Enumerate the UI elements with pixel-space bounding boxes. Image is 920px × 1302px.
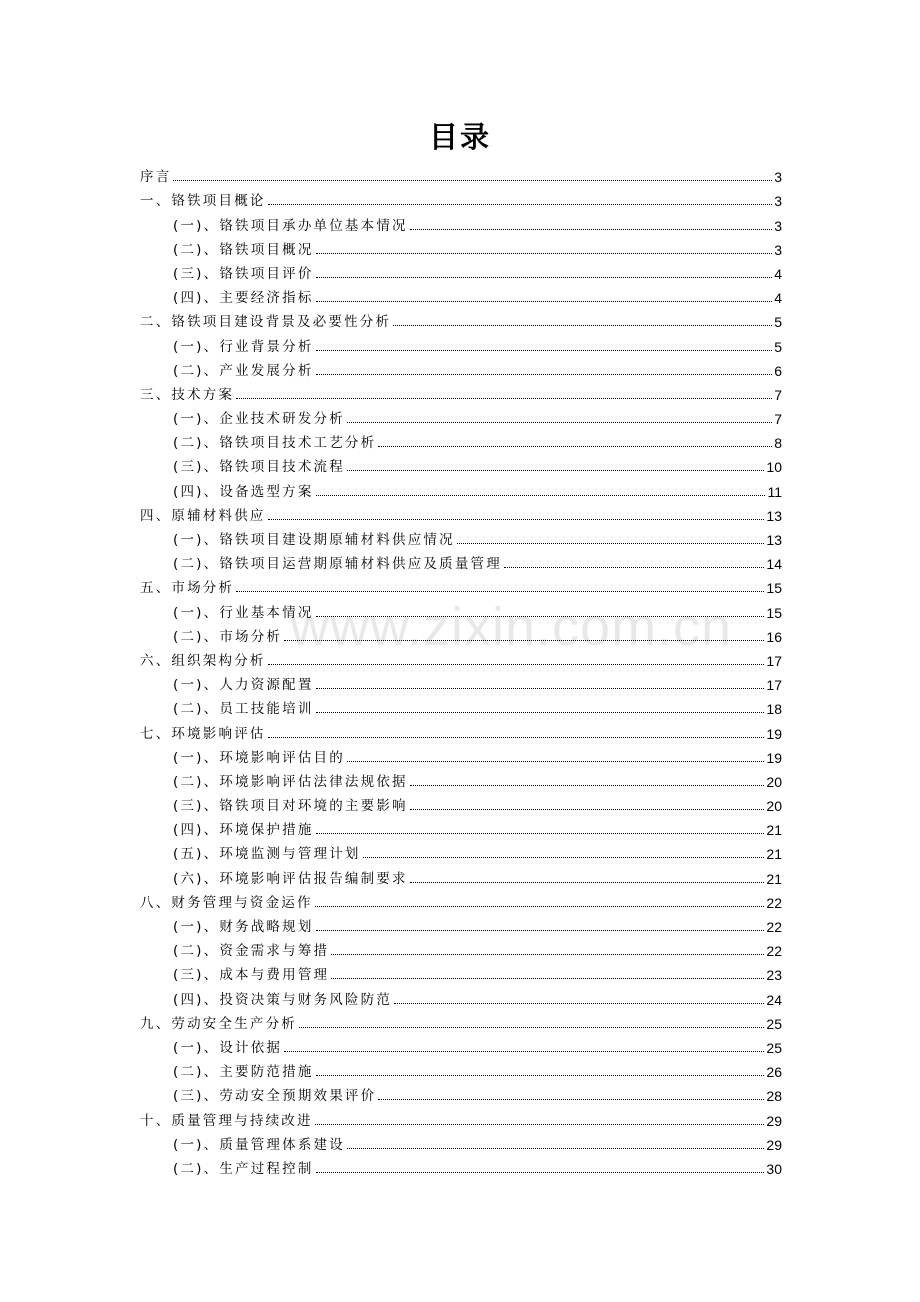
- toc-page-number: 16: [766, 628, 782, 645]
- toc-page-number: 15: [766, 580, 782, 597]
- watermark: www.zixin.com.cn: [290, 597, 733, 657]
- toc-page-number: 5: [774, 338, 782, 355]
- toc-entry[interactable]: [140, 185, 782, 209]
- toc-entry-label: (二)、环境影响评估法律法规依据: [173, 773, 408, 790]
- toc-subentry[interactable]: [140, 693, 782, 717]
- toc-page-number: 20: [766, 798, 782, 815]
- toc-entry-label: (四)、环境保护措施: [173, 822, 314, 839]
- dot-leader: [236, 397, 772, 399]
- toc-entry[interactable]: [140, 572, 782, 596]
- toc-page-number: 7: [774, 386, 782, 403]
- toc-entry-label: 二、铬铁项目建设背景及必要性分析: [140, 314, 392, 331]
- toc-entry-label: 三、技术方案: [140, 386, 235, 403]
- dot-leader: [410, 881, 765, 883]
- toc-entry-label: 五、市场分析: [140, 580, 235, 597]
- toc-entry-label: (四)、主要经济指标: [173, 290, 314, 307]
- toc-page-number: 3: [774, 217, 782, 234]
- toc-page-number: 17: [766, 652, 782, 669]
- toc-page-number: 17: [766, 677, 782, 694]
- toc-subentry[interactable]: [140, 234, 782, 258]
- dot-leader: [410, 228, 772, 230]
- dot-leader: [268, 518, 765, 520]
- toc-subentry[interactable]: [140, 766, 782, 790]
- dot-leader: [331, 953, 764, 955]
- toc-subentry[interactable]: [140, 1129, 782, 1153]
- toc-page-number: 5: [774, 314, 782, 331]
- toc-page-number: 3: [774, 193, 782, 210]
- toc-subentry[interactable]: [140, 451, 782, 475]
- toc-entry-label: (一)、企业技术研发分析: [173, 411, 345, 428]
- toc-subentry[interactable]: [140, 1056, 782, 1080]
- toc-entry-label: 七、环境影响评估: [140, 725, 266, 742]
- toc-page-number: 28: [766, 1088, 782, 1105]
- toc-page-number: 14: [766, 556, 782, 573]
- dot-leader: [347, 1147, 764, 1149]
- toc-page-number: 18: [766, 701, 782, 718]
- toc-subentry[interactable]: [140, 742, 782, 766]
- toc-subentry[interactable]: [140, 524, 782, 548]
- toc-page-number: 3: [774, 169, 782, 186]
- toc-entry[interactable]: [140, 500, 782, 524]
- toc-entry-label: (三)、劳动安全预期效果评价: [173, 1088, 377, 1105]
- toc-subentry[interactable]: [140, 282, 782, 306]
- toc-entry-label: (一)、铬铁项目承办单位基本情况: [173, 217, 408, 234]
- dot-leader: [378, 1098, 764, 1100]
- toc-entry-label: (二)、铬铁项目技术工艺分析: [173, 435, 377, 452]
- dot-leader: [299, 1026, 764, 1028]
- toc-subentry[interactable]: [140, 209, 782, 233]
- dot-leader: [331, 977, 764, 979]
- toc-entry-label: (三)、铬铁项目对环境的主要影响: [173, 798, 408, 815]
- toc-entry-label: (一)、行业基本情况: [173, 604, 314, 621]
- toc-entry-label: (一)、人力资源配置: [173, 677, 314, 694]
- toc-subentry[interactable]: [140, 935, 782, 959]
- dot-leader: [410, 808, 765, 810]
- dot-leader: [410, 784, 765, 786]
- toc-entry-label: (二)、铬铁项目概况: [173, 241, 314, 258]
- table-of-contents: [140, 161, 782, 1177]
- toc-page-number: 6: [774, 362, 782, 379]
- toc-entry-label: 十、质量管理与持续改进: [140, 1112, 313, 1129]
- dot-leader: [394, 1002, 764, 1004]
- toc-page-number: 8: [774, 435, 782, 452]
- toc-entry-label: (二)、主要防范措施: [173, 1064, 314, 1081]
- toc-entry-label: 八、财务管理与资金运作: [140, 894, 313, 911]
- toc-subentry[interactable]: [140, 1080, 782, 1104]
- toc-subentry[interactable]: [140, 330, 782, 354]
- toc-entry[interactable]: [140, 306, 782, 330]
- toc-entry-label: 序言: [140, 169, 172, 186]
- toc-page-number: 7: [774, 411, 782, 428]
- toc-page-number: 20: [766, 773, 782, 790]
- toc-entry-label: (二)、市场分析: [173, 628, 283, 645]
- toc-page-number: 15: [766, 604, 782, 621]
- toc-entry-label: 九、劳动安全生产分析: [140, 1015, 297, 1032]
- toc-entry[interactable]: [140, 1008, 782, 1032]
- toc-subentry[interactable]: [140, 814, 782, 838]
- dot-leader: [378, 445, 772, 447]
- dot-leader: [316, 494, 766, 496]
- toc-page-number: 19: [766, 725, 782, 742]
- toc-page-number: 21: [766, 870, 782, 887]
- dot-leader: [316, 1171, 765, 1173]
- toc-subentry[interactable]: [140, 911, 782, 935]
- toc-page-number: 22: [766, 943, 782, 960]
- toc-entry-label: (四)、设备选型方案: [173, 483, 314, 500]
- toc-subentry[interactable]: [140, 1153, 782, 1177]
- toc-page-number: 22: [766, 919, 782, 935]
- toc-entry-label: (二)、员工技能培训: [173, 701, 314, 718]
- toc-page-number: 4: [774, 290, 782, 307]
- toc-entry-label: (六)、环境影响评估报告编制要求: [173, 870, 408, 887]
- toc-page-number: 11: [767, 483, 782, 500]
- toc-entry-label: 一、铬铁项目概论: [140, 193, 266, 210]
- toc-entry-label: (一)、质量管理体系建设: [173, 1136, 345, 1153]
- dot-leader: [268, 736, 765, 738]
- toc-page-number: 21: [766, 846, 782, 863]
- dot-leader: [315, 905, 765, 907]
- toc-entry-label: (四)、投资决策与财务风险防范: [173, 991, 393, 1008]
- toc-page-number: 23: [766, 967, 782, 984]
- toc-page-number: 26: [766, 1064, 782, 1081]
- dot-leader: [347, 760, 764, 762]
- toc-page-number: 30: [766, 1160, 782, 1177]
- dot-leader: [347, 421, 772, 423]
- page-title: 目录: [428, 120, 491, 154]
- dot-leader: [316, 252, 773, 254]
- dot-leader: [236, 590, 764, 592]
- toc-entry[interactable]: [140, 887, 782, 911]
- toc-entry[interactable]: [140, 379, 782, 403]
- dot-leader: [316, 1074, 765, 1076]
- toc-page-number: 4: [774, 265, 782, 282]
- dot-leader: [268, 663, 765, 665]
- toc-entry-label: (三)、铬铁项目评价: [173, 265, 314, 282]
- dot-leader: [316, 832, 765, 834]
- toc-entry-label: (一)、环境影响评估目的: [173, 749, 345, 766]
- toc-page-number: 25: [766, 1039, 782, 1056]
- toc-entry-label: (一)、设计依据: [173, 1039, 283, 1056]
- toc-entry-label: 六、组织架构分析: [140, 652, 266, 669]
- dot-leader: [284, 1050, 764, 1052]
- dot-leader: [347, 469, 764, 471]
- dot-leader: [173, 179, 772, 181]
- toc-page-number: 10: [766, 459, 782, 476]
- toc-subentry[interactable]: [140, 427, 782, 451]
- toc-entry[interactable]: [140, 1104, 782, 1128]
- dot-leader: [316, 373, 773, 375]
- toc-subentry[interactable]: [140, 959, 782, 983]
- dot-leader: [457, 542, 765, 544]
- toc-entry[interactable]: [140, 161, 782, 185]
- dot-leader: [316, 300, 773, 302]
- toc-entry-label: (二)、铬铁项目运营期原辅材料供应及质量管理: [173, 556, 502, 573]
- toc-page-number: 13: [766, 532, 782, 548]
- toc-page-number: 21: [766, 822, 782, 839]
- toc-page-number: 29: [766, 1136, 782, 1153]
- toc-subentry[interactable]: [140, 669, 782, 693]
- toc-subentry[interactable]: [140, 475, 782, 499]
- toc-entry-label: (一)、铬铁项目建设期原辅材料供应情况: [173, 532, 455, 548]
- toc-entry-label: (二)、生产过程控制: [173, 1160, 314, 1177]
- toc-subentry[interactable]: [140, 983, 782, 1007]
- toc-page-number: 24: [766, 991, 782, 1008]
- toc-page-number: 3: [774, 241, 782, 258]
- toc-subentry[interactable]: [140, 258, 782, 282]
- dot-leader: [316, 687, 765, 689]
- toc-entry-label: (三)、成本与费用管理: [173, 967, 330, 984]
- toc-page-number: 25: [766, 1015, 782, 1032]
- dot-leader: [316, 349, 773, 351]
- dot-leader: [315, 1123, 765, 1125]
- toc-page-number: 29: [766, 1112, 782, 1129]
- toc-page-number: 19: [766, 749, 782, 766]
- toc-subentry[interactable]: [140, 548, 782, 572]
- dot-leader: [363, 856, 765, 858]
- toc-entry-label: (二)、资金需求与筹措: [173, 943, 330, 960]
- toc-entry-label: 四、原辅材料供应: [140, 507, 266, 524]
- dot-leader: [393, 324, 772, 326]
- toc-entry-label: (一)、行业背景分析: [173, 338, 314, 355]
- toc-subentry[interactable]: [140, 790, 782, 814]
- dot-leader: [316, 276, 773, 278]
- toc-subentry[interactable]: [140, 403, 782, 427]
- toc-subentry[interactable]: [140, 838, 782, 862]
- toc-entry[interactable]: [140, 717, 782, 741]
- toc-subentry[interactable]: [140, 1032, 782, 1056]
- toc-entry-label: (三)、铬铁项目技术流程: [173, 459, 345, 476]
- toc-entry-label: (五)、环境监测与管理计划: [173, 846, 361, 863]
- toc-page-number: 13: [766, 507, 782, 524]
- dot-leader: [316, 929, 765, 931]
- dot-leader: [504, 566, 764, 568]
- toc-entry-label: (二)、产业发展分析: [173, 362, 314, 379]
- toc-page-number: 22: [766, 894, 782, 911]
- toc-subentry[interactable]: [140, 862, 782, 886]
- dot-leader: [316, 711, 765, 713]
- dot-leader: [268, 203, 773, 205]
- toc-subentry[interactable]: [140, 355, 782, 379]
- toc-entry-label: (一)、财务战略规划: [173, 919, 314, 935]
